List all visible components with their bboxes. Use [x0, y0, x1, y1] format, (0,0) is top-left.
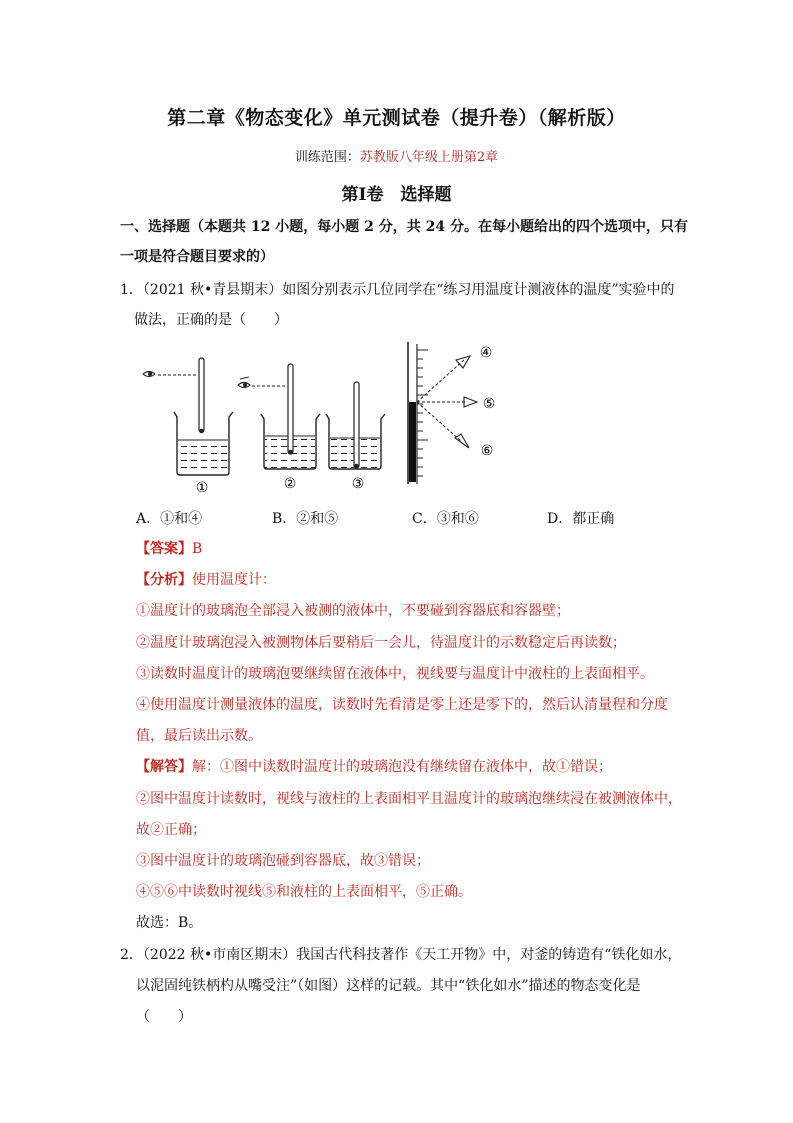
label-1: ①: [195, 480, 209, 496]
scale-diagram: [408, 342, 477, 484]
beaker-2: [238, 364, 320, 469]
q1-option-c: C．③和⑥: [412, 511, 479, 527]
solution-line-4: ③图中温度计的玻璃泡碰到容器底，故③错误；: [136, 853, 430, 869]
solution-line-1: 解：①图中读数时温度计的玻璃泡没有继续留在液体中，故①错误；: [192, 759, 612, 775]
answer-tag: 【答案】: [136, 541, 192, 557]
section-title: 第Ⅰ卷 选择题: [341, 185, 452, 205]
q1-option-a: A．①和④: [136, 511, 203, 527]
q1-option-b: B．②和⑤: [272, 511, 339, 527]
analysis-point-1: ①温度计的玻璃泡全部浸入被测的液体中，不要碰到容器底和容器壁；: [136, 603, 570, 619]
analysis-tag: 【分析】: [136, 572, 192, 588]
label-6: ⑥: [480, 443, 494, 459]
label-3: ③: [351, 476, 365, 492]
training-range: [0, 146, 793, 165]
range-value: 苏教版八年级上册第2章: [359, 150, 499, 165]
beaker-3: [326, 382, 385, 469]
final-choice: 故选：B。: [136, 915, 203, 931]
page-title: 第二章《物态变化》单元测试卷（提升卷）（解析版）: [167, 107, 626, 129]
q2-stem-line-2: 以泥固纯铁柄杓从嘴受注”（如图）这样的记载。其中“铁化如水”描述的物态变化是: [136, 978, 641, 994]
q1-analysis: [136, 565, 276, 596]
solution-line-5: ④⑤⑥中读数时视线⑤和液柱的上表面相平，⑤正确。: [136, 884, 472, 900]
analysis-point-5: 值，最后读出示数。: [136, 728, 262, 744]
q2-stem-line-1: 2．（2022 秋•市南区期末）我国古代科技著作《天工开物》中，对釜的铸造有“铁化如水，: [120, 947, 682, 963]
q2-stem-line-3: （ ）: [136, 1009, 192, 1025]
instructions-line-2: 一项是符合题目要求的）: [120, 249, 274, 265]
analysis-point-4: ④使用温度计测量液体的温度，读数时先看清是零上还是零下的，然后认清量程和分度: [136, 697, 668, 713]
instructions-line-1: 一、选择题（本题共 12 小题，每小题 2 分，共 24 分。在每小题给出的四个选项中，只有: [120, 219, 688, 235]
q1-stem-line-1: 1．（2021 秋•青县期末）如图分别表示几位同学在“练习用温度计测液体的温度”实验中的: [120, 282, 675, 298]
q1-option-d: D．都正确: [547, 511, 615, 527]
analysis-point-3: ③读数时温度计的玻璃泡要继续留在液体中，视线要与温度计中液柱的上表面相平。: [136, 666, 654, 682]
label-4: ④: [479, 345, 493, 361]
label-5: ⑤: [482, 396, 496, 412]
q1-figure: [130, 338, 530, 498]
q1-solution: [136, 752, 612, 783]
label-2: ②: [283, 476, 297, 492]
answer-value: B: [192, 541, 203, 557]
analysis-point-2: ②温度计玻璃泡浸入被测物体后要稍后一会儿，待温度计的示数稳定后再读数；: [136, 635, 626, 651]
solution-tag: 【解答】: [136, 759, 192, 775]
q1-answer: [136, 534, 202, 565]
analysis-intro: 使用温度计：: [192, 572, 276, 588]
solution-line-2: ②图中温度计读数时，视线与液柱的上表面相平且温度计的玻璃泡继续浸在被测液体中，: [136, 791, 682, 807]
q1-stem-line-2: 做法，正确的是（ ）: [134, 312, 288, 328]
beaker-1: [143, 358, 233, 475]
range-label: 训练范围：: [294, 150, 360, 165]
solution-line-3: 故②正确；: [136, 822, 206, 838]
